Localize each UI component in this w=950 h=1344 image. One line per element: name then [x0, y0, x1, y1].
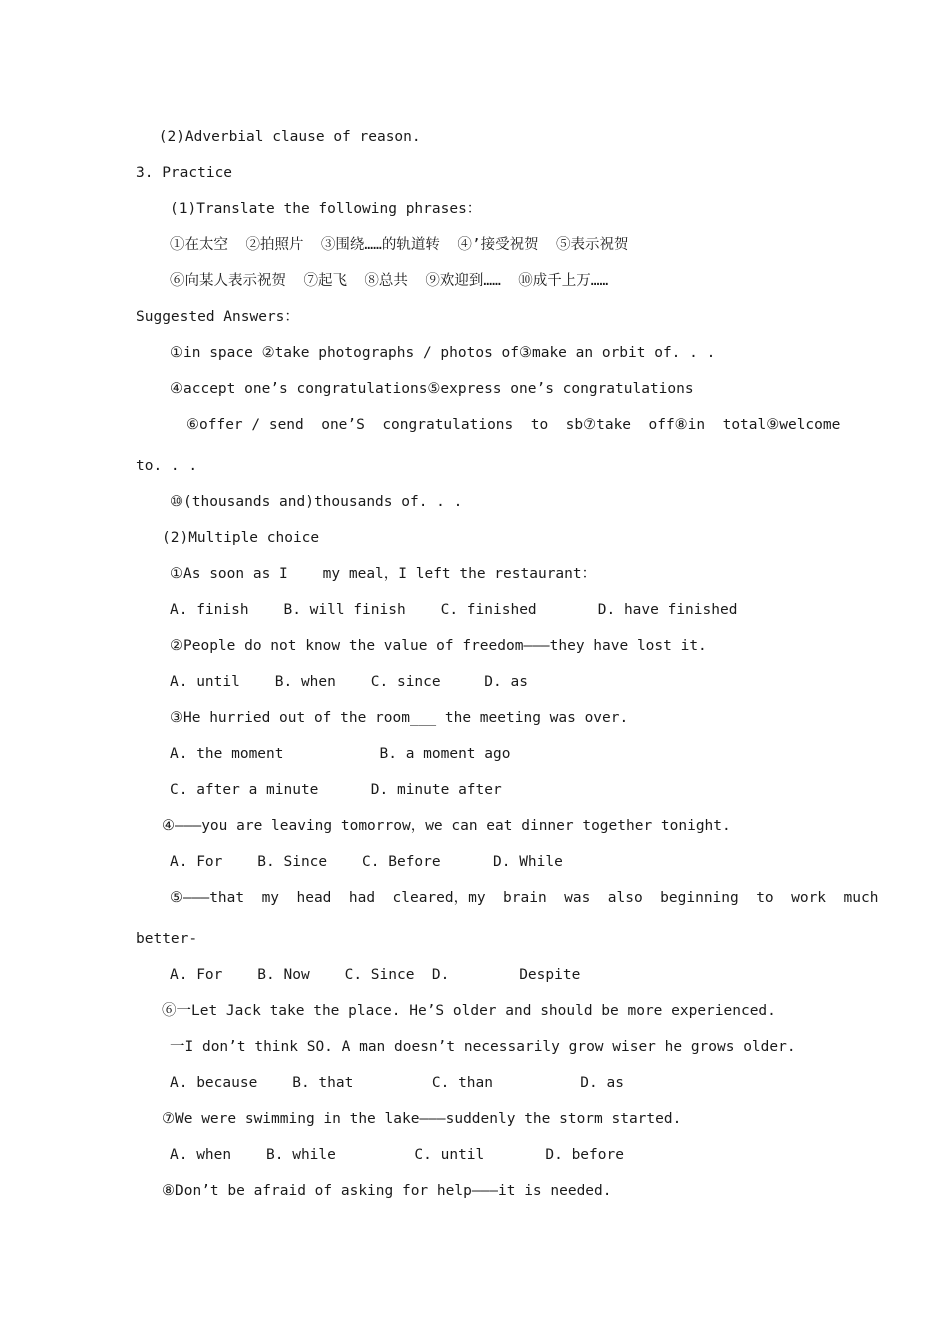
question-5-options: A. For B. Now C. Since D. Despite — [170, 967, 581, 983]
suggested-answers-heading: Suggested Answers： — [136, 309, 299, 325]
answer-line-1: ①in space ②take photographs / photos of③make an orbit of. . . — [170, 345, 716, 361]
chinese-phrases-row-1: ①在太空 ②拍照片 ③围绕……的轨道转 ④’接受祝贺 ⑤表示祝贺 — [170, 237, 629, 253]
question-3: ③He hurried out of the room___ the meeting was over. — [170, 710, 629, 726]
question-1-options: A. finish B. will finish C. finished D. have finished — [170, 602, 738, 618]
question-5: ⑤———that my head had cleared，my brain was also beginning to work much — [170, 890, 879, 906]
question-8: ⑧Don’t be afraid of asking for help———it is needed. — [162, 1183, 612, 1199]
practice-heading: 3. Practice — [136, 165, 233, 181]
question-1: ①As soon as I my meal，I left the restaurant： — [170, 566, 597, 582]
question-6-options: A. because B. that C. than D. as — [170, 1075, 624, 1091]
question-7-options: A. when B. while C. until D. before — [170, 1147, 624, 1163]
question-5-continued: better- — [136, 931, 198, 947]
answer-line-4: ⑩(thousands and)thousands of. . . — [170, 494, 463, 510]
question-2: ②People do not know the value of freedom———they have lost it. — [170, 638, 707, 654]
answer-line-2: ④accept one’s congratulations⑤express one’s congratulations — [170, 381, 694, 397]
chinese-phrases-row-2: ⑥向某人表示祝贺 ⑦起飞 ⑧总共 ⑨欢迎到…… ⑩成千上万…… — [170, 273, 609, 289]
question-4-options: A. For B. Since C. Before D. While — [170, 854, 563, 870]
question-3-options-a: A. the moment B. a moment ago — [170, 746, 511, 762]
translate-instruction: (1)Translate the following phrases： — [170, 201, 482, 217]
question-6-reply: 一I don’t think SO. A man doesn’t necessarily grow wiser he grows older. — [170, 1039, 796, 1055]
question-3-options-b: C. after a minute D. minute after — [170, 782, 502, 798]
question-4: ④———you are leaving tomorrow，we can eat dinner together tonight. — [162, 818, 731, 834]
multiple-choice-heading: (2)Multiple choice — [162, 530, 320, 546]
reason-clause-heading: (2)Adverbial clause of reason. — [150, 129, 421, 145]
answer-line-3-continued: to. . . — [136, 458, 198, 474]
question-2-options: A. until B. when C. since D. as — [170, 674, 528, 690]
question-7: ⑦We were swimming in the lake———suddenly the storm started. — [162, 1111, 682, 1127]
answer-line-3: ⑥offer / send one’S congratulations to sb⑦take off⑧in total⑨welcome — [186, 417, 841, 433]
question-6: ⑥一Let Jack take the place. He’S older and should be more experienced. — [162, 1003, 776, 1019]
